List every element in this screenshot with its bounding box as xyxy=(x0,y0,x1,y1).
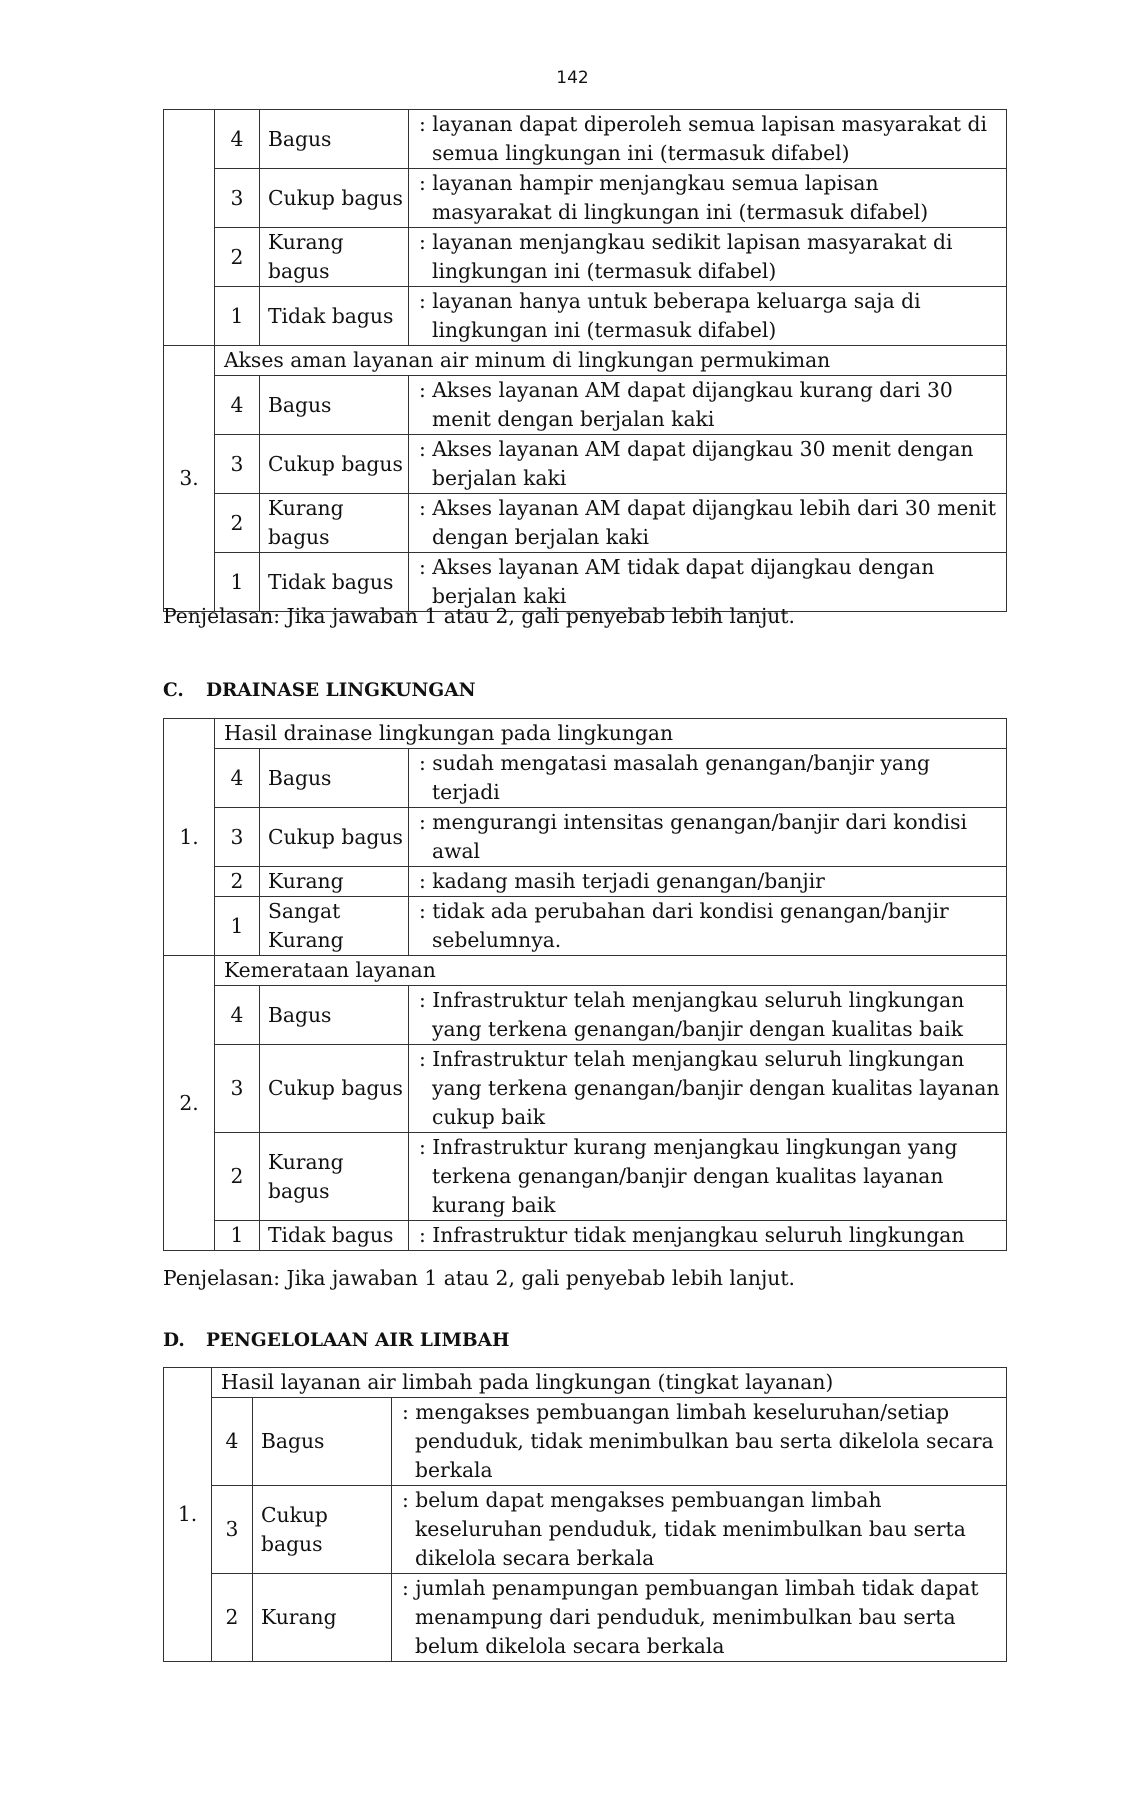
rating-label: Bagus xyxy=(260,749,409,808)
score-cell: 4 xyxy=(215,376,260,435)
score-cell: 2 xyxy=(215,1133,260,1221)
table-row xyxy=(164,956,1007,986)
score-cell: 2 xyxy=(215,494,260,553)
section-letter: D. xyxy=(163,1330,185,1351)
section-heading-d xyxy=(163,1330,509,1351)
item-number: 3. xyxy=(164,346,215,612)
item-number-cell xyxy=(164,110,215,346)
rating-description: : tidak ada perubahan dari kondisi genangan/banjir sebelumnya. xyxy=(409,897,1007,956)
item-header: Kemerataan layanan xyxy=(215,956,1007,986)
rating-description: : Infrastruktur tidak menjangkau seluruh lingkungan xyxy=(409,1221,1007,1251)
rating-description: : Infrastruktur kurang menjangkau lingkungan yang terkena genangan/banjir dengan kualitas layanan kurang baik xyxy=(409,1133,1007,1221)
score-cell: 3 xyxy=(212,1486,253,1574)
rating-label: Cukup bagus xyxy=(260,1045,409,1133)
table-row xyxy=(164,494,1007,553)
item-number: 1. xyxy=(164,719,215,956)
table-row xyxy=(164,376,1007,435)
table-row xyxy=(164,1398,1007,1486)
score-cell: 1 xyxy=(215,1221,260,1251)
rating-description: : layanan hanya untuk beberapa keluarga saja di lingkungan ini (termasuk difabel) xyxy=(409,287,1007,346)
table-row xyxy=(164,808,1007,867)
rating-label: Kurang bagus xyxy=(260,494,409,553)
table-row xyxy=(164,1133,1007,1221)
table-row xyxy=(164,749,1007,808)
table-air-limbah xyxy=(163,1367,1007,1662)
item-header: Hasil drainase lingkungan pada lingkungan xyxy=(215,719,1007,749)
page-number: 142 xyxy=(556,68,589,88)
rating-label: Sangat Kurang xyxy=(260,897,409,956)
score-cell: 2 xyxy=(215,228,260,287)
table-b-continuation xyxy=(163,109,1007,612)
table-row xyxy=(164,986,1007,1045)
rating-label: Cukup bagus xyxy=(260,169,409,228)
score-cell: 3 xyxy=(215,169,260,228)
item-number: 2. xyxy=(164,956,215,1251)
score-cell: 2 xyxy=(215,867,260,897)
score-cell: 2 xyxy=(212,1574,253,1662)
rating-label: Cukup bagus xyxy=(260,808,409,867)
item-header: Hasil layanan air limbah pada lingkungan (tingkat layanan) xyxy=(212,1368,1007,1398)
rating-label: Kurang xyxy=(253,1574,392,1662)
table-row xyxy=(164,719,1007,749)
score-cell: 4 xyxy=(215,749,260,808)
table-row xyxy=(164,897,1007,956)
rating-description: : Akses layanan AM dapat dijangkau lebih dari 30 menit dengan berjalan kaki xyxy=(409,494,1007,553)
score-cell: 1 xyxy=(215,287,260,346)
rating-description: : layanan menjangkau sedikit lapisan masyarakat di lingkungan ini (termasuk difabel) xyxy=(409,228,1007,287)
section-title: DRAINASE LINGKUNGAN xyxy=(206,680,476,701)
table-drainase xyxy=(163,718,1007,1251)
table-row xyxy=(164,1486,1007,1574)
explanation-note: Penjelasan: Jika jawaban 1 atau 2, gali penyebab lebih lanjut. xyxy=(163,1266,795,1290)
score-cell: 4 xyxy=(212,1398,253,1486)
score-cell: 1 xyxy=(215,553,260,612)
table-row xyxy=(164,169,1007,228)
rating-description: : mengurangi intensitas genangan/banjir dari kondisi awal xyxy=(409,808,1007,867)
rating-label: Kurang bagus xyxy=(260,1133,409,1221)
section-letter: C. xyxy=(163,680,184,701)
rating-label: Tidak bagus xyxy=(260,1221,409,1251)
rating-description: : belum dapat mengakses pembuangan limbah keseluruhan penduduk, tidak menimbulkan bau serta dikelola secara berkala xyxy=(392,1486,1007,1574)
table-row xyxy=(164,1221,1007,1251)
score-cell: 3 xyxy=(215,808,260,867)
table-row xyxy=(164,110,1007,169)
section-title: PENGELOLAAN AIR LIMBAH xyxy=(206,1330,510,1351)
table-row xyxy=(164,1368,1007,1398)
rating-label: Cukup bagus xyxy=(260,435,409,494)
score-cell: 4 xyxy=(215,986,260,1045)
table-row xyxy=(164,1574,1007,1662)
rating-description: : Infrastruktur telah menjangkau seluruh lingkungan yang terkena genangan/banjir dengan kualitas layanan cukup baik xyxy=(409,1045,1007,1133)
rating-description: : Akses layanan AM tidak dapat dijangkau dengan berjalan kaki xyxy=(409,553,1007,612)
rating-label: Bagus xyxy=(260,376,409,435)
rating-label: Tidak bagus xyxy=(260,287,409,346)
rating-description: : Akses layanan AM dapat dijangkau kurang dari 30 menit dengan berjalan kaki xyxy=(409,376,1007,435)
rating-label: Bagus xyxy=(253,1398,392,1486)
table-row xyxy=(164,228,1007,287)
score-cell: 1 xyxy=(215,897,260,956)
rating-label: Tidak bagus xyxy=(260,553,409,612)
rating-label: Bagus xyxy=(260,110,409,169)
rating-description: : Infrastruktur telah menjangkau seluruh lingkungan yang terkena genangan/banjir dengan kualitas baik xyxy=(409,986,1007,1045)
rating-description: : sudah mengatasi masalah genangan/banjir yang terjadi xyxy=(409,749,1007,808)
rating-description: : layanan dapat diperoleh semua lapisan masyarakat di semua lingkungan ini (termasuk difabel) xyxy=(409,110,1007,169)
item-number: 1. xyxy=(164,1368,212,1662)
rating-label: Kurang xyxy=(260,867,409,897)
rating-label: Bagus xyxy=(260,986,409,1045)
score-cell: 4 xyxy=(215,110,260,169)
section-heading-c xyxy=(163,680,476,701)
table-row xyxy=(164,1045,1007,1133)
table-row xyxy=(164,346,1007,376)
rating-description: : mengakses pembuangan limbah keseluruhan/setiap penduduk, tidak menimbulkan bau serta dikelola secara berkala xyxy=(392,1398,1007,1486)
table-row xyxy=(164,867,1007,897)
score-cell: 3 xyxy=(215,1045,260,1133)
table-row xyxy=(164,287,1007,346)
rating-description: : jumlah penampungan pembuangan limbah tidak dapat menampung dari penduduk, menimbulkan bau serta belum dikelola secara berkala xyxy=(392,1574,1007,1662)
score-cell: 3 xyxy=(215,435,260,494)
rating-label: Kurang bagus xyxy=(260,228,409,287)
rating-description: : layanan hampir menjangkau semua lapisan masyarakat di lingkungan ini (termasuk difabel) xyxy=(409,169,1007,228)
rating-description: : Akses layanan AM dapat dijangkau 30 menit dengan berjalan kaki xyxy=(409,435,1007,494)
rating-label: Cukup bagus xyxy=(253,1486,392,1574)
item-header: Akses aman layanan air minum di lingkungan permukiman xyxy=(215,346,1007,376)
table-row xyxy=(164,435,1007,494)
explanation-note: Penjelasan: Jika jawaban 1 atau 2, gali penyebab lebih lanjut. xyxy=(163,604,795,628)
rating-description: : kadang masih terjadi genangan/banjir xyxy=(409,867,1007,897)
